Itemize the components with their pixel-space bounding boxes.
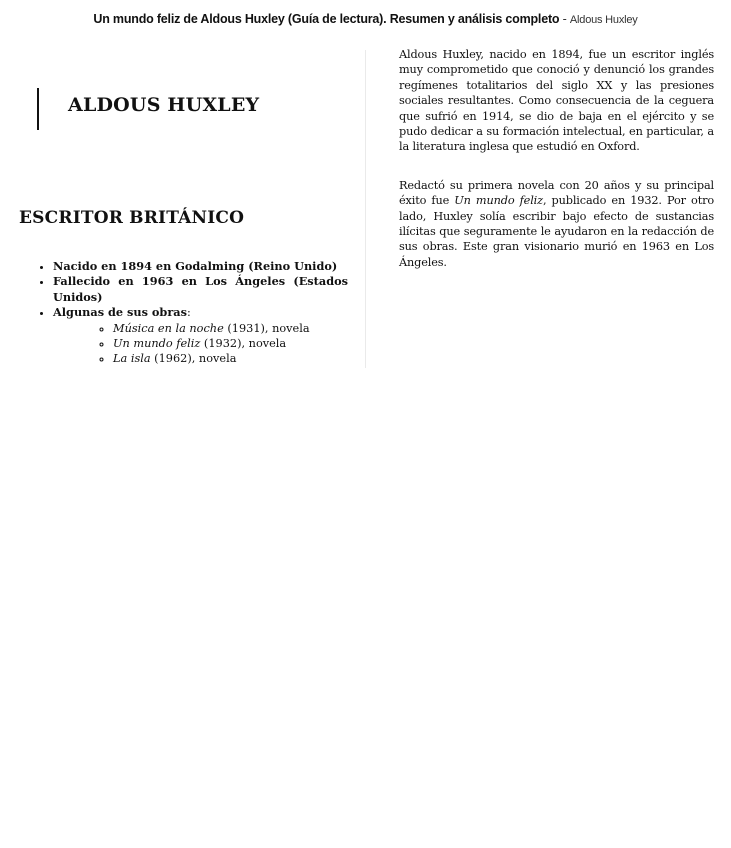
name-accent-bar: [37, 88, 39, 130]
header-author: Aldous Huxley: [569, 14, 638, 26]
paragraph-2-text-b: , publicado en 1932. Por otro lado, Huxley solía escribir bajo efecto de sustancias ilícitas que seguramente le ayudaron en la redacción de sus obras. Este gran visionario murió en 1963 en Los Ángeles.: [399, 194, 714, 269]
document-title: Un mundo feliz de Aldous Huxley (Guía de lectura). Resumen y análisis completo: [93, 12, 560, 26]
biography-paragraph-1: Aldous Huxley, nacido en 1894, fue un escritor inglés muy comprometido que conoció y denunció los grandes regímenes totalitarios del siglo XX y las presiones sociales resultantes. Como consecuencia de la ceguera que sufrió en 1914, se dio de baja en el ejército y se pudo dedicar a su formación intelectual, en particular, a la literatura inglesa que estudió en Oxford.: [399, 48, 714, 154]
fact-died-text: Fallecido en 1963 en Los Ángeles (Estados Unidos): [53, 274, 348, 304]
author-name: ALDOUS HUXLEY: [68, 94, 260, 116]
fact-born: [53, 259, 348, 274]
fact-died: [53, 274, 348, 305]
page-header: [0, 12, 731, 26]
header-separator: -: [562, 12, 567, 26]
fact-works-colon: :: [186, 306, 191, 320]
fact-works-label: Algunas de sus obras: [53, 305, 187, 320]
work-detail: (1962), novela: [150, 352, 237, 366]
list-item: [113, 351, 348, 366]
work-title: Un mundo feliz: [113, 337, 201, 351]
list-item: [113, 321, 348, 336]
biography-paragraph-2: [399, 178, 714, 270]
column-divider: [365, 50, 366, 368]
paragraph-2-text-a: Redactó su primera novela con 20 años y su principal éxito fue: [399, 178, 714, 208]
fact-born-text: Nacido en 1894 en Godalming (Reino Unido): [53, 259, 338, 273]
work-detail: (1932), novela: [200, 337, 287, 351]
paragraph-2-book-title: Un mundo feliz: [454, 194, 543, 208]
author-subtitle: ESCRITOR BRITÁNICO: [19, 208, 245, 228]
works-list: [53, 321, 348, 367]
work-title: La isla: [113, 352, 151, 366]
author-facts-list: [36, 259, 348, 367]
work-detail: (1931), novela: [223, 321, 310, 335]
work-title: Música en la noche: [113, 321, 224, 335]
list-item: [113, 336, 348, 351]
fact-works: [53, 305, 348, 367]
biography: [399, 47, 714, 270]
